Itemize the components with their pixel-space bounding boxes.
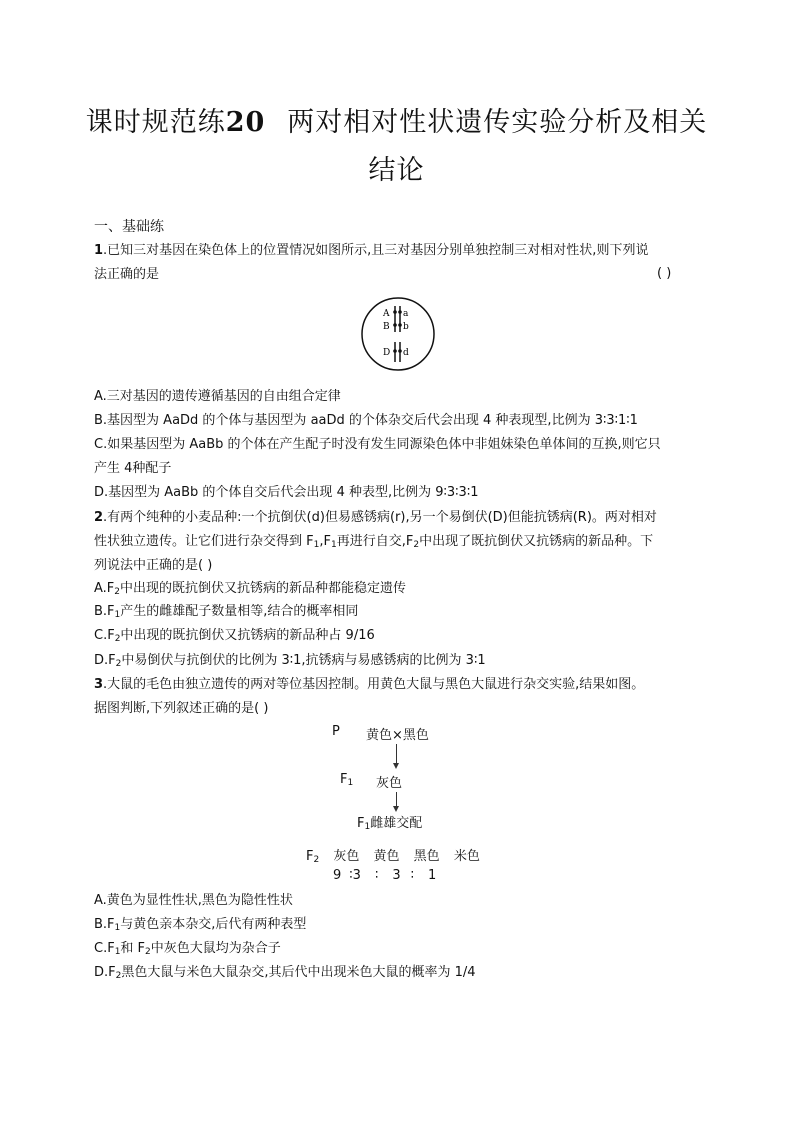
option-text: 与黄色亲本杂交,后代有两种表型 xyxy=(120,917,307,932)
option-text: B.F xyxy=(94,604,115,619)
q2-option-c xyxy=(94,627,375,648)
f2-phenotype: 黄色 xyxy=(373,849,400,864)
option-text: D.F xyxy=(94,653,116,668)
subscript: 2 xyxy=(413,540,420,550)
locus-D xyxy=(393,349,397,353)
q3-option-a: A.黄色为显性性状,黑色为隐性性状 xyxy=(94,893,293,908)
subscript: 2 xyxy=(115,659,122,669)
option-text: C.F xyxy=(94,941,115,956)
locus-A xyxy=(393,310,397,314)
q1-option-c-cont: 产生 4种配子 xyxy=(94,461,172,476)
ratio-colon: ∶ xyxy=(374,868,379,883)
allele-A: A xyxy=(383,309,390,319)
title-number: 20 xyxy=(225,107,266,138)
label-text: F xyxy=(357,816,365,831)
answer-paren: ( ) xyxy=(657,266,672,281)
subscript: 2 xyxy=(114,587,121,597)
f2-phenotype: 米色 xyxy=(453,849,480,864)
cross-f1-label xyxy=(340,772,353,788)
subscript: 1 xyxy=(330,540,337,550)
question-2-stem xyxy=(94,509,657,527)
label-text: F xyxy=(340,772,348,787)
arrow-p-to-f1 xyxy=(396,744,397,764)
f2-phenotype: 灰色 xyxy=(333,849,360,864)
subscript: 2 xyxy=(115,971,122,981)
subscript: 2 xyxy=(114,634,121,644)
option-text: 和 F xyxy=(120,941,146,956)
stem-text: 再进行自交,F xyxy=(336,534,414,549)
option-text: 中易倒伏与抗倒伏的比例为 3∶1,抗锈病与易感锈病的比例为 3∶1 xyxy=(121,653,486,668)
cross-p-label: P xyxy=(332,724,340,739)
locus-B xyxy=(393,323,397,327)
option-text: 中出现的既抗倒伏又抗锈病的新品种都能稳定遗传 xyxy=(120,581,407,596)
option-text: 中出现的既抗倒伏又抗锈病的新品种占 9/16 xyxy=(120,628,375,643)
ratio-value: ∶3 xyxy=(349,868,361,883)
title-text-2: 两对相对性状遗传实验分析及相关 xyxy=(287,107,708,138)
q3-option-b xyxy=(94,916,306,937)
ratio-value: 3 xyxy=(392,868,401,883)
stem-text: .有两个纯种的小麦品种:一个抗倒伏(d)但易感锈病(r),另一个易倒伏(D)但能抗锈病(R)。两对相对 xyxy=(103,510,657,525)
q3-option-c xyxy=(94,940,281,961)
section-heading: 一、基础练 xyxy=(94,219,164,235)
subscript: 1 xyxy=(364,822,371,832)
q2-option-d xyxy=(94,652,486,673)
allele-d: d xyxy=(403,348,409,358)
question-3-stem-2: 据图判断,下列叙述正确的是( ) xyxy=(94,701,269,716)
allele-B: B xyxy=(383,322,390,332)
title-line2-text: 结论 xyxy=(368,155,425,186)
cross-parents: 黄色×黑色 xyxy=(366,728,429,743)
option-text: A.F xyxy=(94,581,115,596)
q2-option-b xyxy=(94,603,358,624)
chromosome-diagram xyxy=(358,296,438,376)
subscript: 1 xyxy=(114,923,121,933)
stem-text: ,F xyxy=(319,534,331,549)
stem-text: 中出现了既抗倒伏又抗锈病的新品种。下 xyxy=(419,534,654,549)
allele-D: D xyxy=(383,348,391,358)
f2-phenotype: 黑色 xyxy=(413,849,440,864)
question-3-stem xyxy=(94,676,644,694)
stem-text: 性状独立遗传。让它们进行杂交得到 F xyxy=(94,534,314,549)
page-title-line2 xyxy=(0,148,793,187)
question-1-stem-2: 法正确的是 xyxy=(94,267,160,282)
question-2-stem-2 xyxy=(94,533,653,554)
question-number: 3 xyxy=(94,677,104,692)
subscript: 1 xyxy=(114,947,121,957)
option-text: B.F xyxy=(94,917,115,932)
subscript: 1 xyxy=(313,540,320,550)
q1-option-d: D.基因型为 AaBb 的个体自交后代会出现 4 种表型,比例为 9∶3∶3∶1 xyxy=(94,485,479,500)
subscript: 2 xyxy=(313,855,320,865)
page-title xyxy=(0,100,793,139)
question-number: 2 xyxy=(94,510,104,525)
option-text: D.F xyxy=(94,965,116,980)
stem-text: .已知三对基因在染色体上的位置情况如图所示,且三对基因分别单独控制三对相对性状,则下列说 xyxy=(103,243,649,258)
stem-text: .大鼠的毛色由独立遗传的两对等位基因控制。用黄色大鼠与黑色大鼠进行杂交实验,结果如图。 xyxy=(103,677,645,692)
label-text: F xyxy=(306,849,314,864)
option-text: C.F xyxy=(94,628,115,643)
allele-b: b xyxy=(403,322,409,332)
ratio-colon: ∶ xyxy=(410,868,414,883)
question-1-stem xyxy=(94,242,648,260)
q3-option-d xyxy=(94,964,476,985)
label-text: 雌雄交配 xyxy=(370,816,423,831)
cross-f1-mating xyxy=(357,812,422,832)
subscript: 1 xyxy=(114,610,121,620)
option-text: 中灰色大鼠均为杂合子 xyxy=(150,941,281,956)
question-number: 1 xyxy=(94,243,104,258)
q2-option-a xyxy=(94,580,406,601)
question-2-stem-3: 列说法中正确的是( ) xyxy=(94,558,213,573)
option-text: 产生的雌雄配子数量相等,结合的概率相同 xyxy=(120,604,359,619)
locus-d xyxy=(398,349,402,353)
q1-option-c: C.如果基因型为 AaBb 的个体在产生配子时没有发生同源染色体中非姐妹染色单体间的互换,则它只 xyxy=(94,437,661,452)
q1-option-a: A.三对基因的遗传遵循基因的自由组合定律 xyxy=(94,389,341,404)
q1-option-b: B.基因型为 AaDd 的个体与基因型为 aaDd 的个体杂交后代会出现 4 种表现型,比例为 3∶3∶1∶1 xyxy=(94,413,638,428)
cell-outline xyxy=(362,298,434,370)
option-text: 黑色大鼠与米色大鼠杂交,其后代中出现米色大鼠的概率为 1/4 xyxy=(121,965,476,980)
ratio-value: 9 xyxy=(333,868,342,883)
subscript: 2 xyxy=(145,947,151,957)
cross-f1-phenotype: 灰色 xyxy=(376,776,403,791)
allele-a: a xyxy=(403,309,409,319)
arrowhead xyxy=(393,763,399,769)
subscript: 1 xyxy=(347,778,354,788)
cross-f2-row xyxy=(306,845,480,865)
locus-a xyxy=(398,310,402,314)
locus-b xyxy=(398,323,402,327)
ratio-value: 1 xyxy=(428,868,437,883)
cross-f2-ratio xyxy=(333,868,436,883)
title-text: 课时规范练 xyxy=(85,107,226,138)
